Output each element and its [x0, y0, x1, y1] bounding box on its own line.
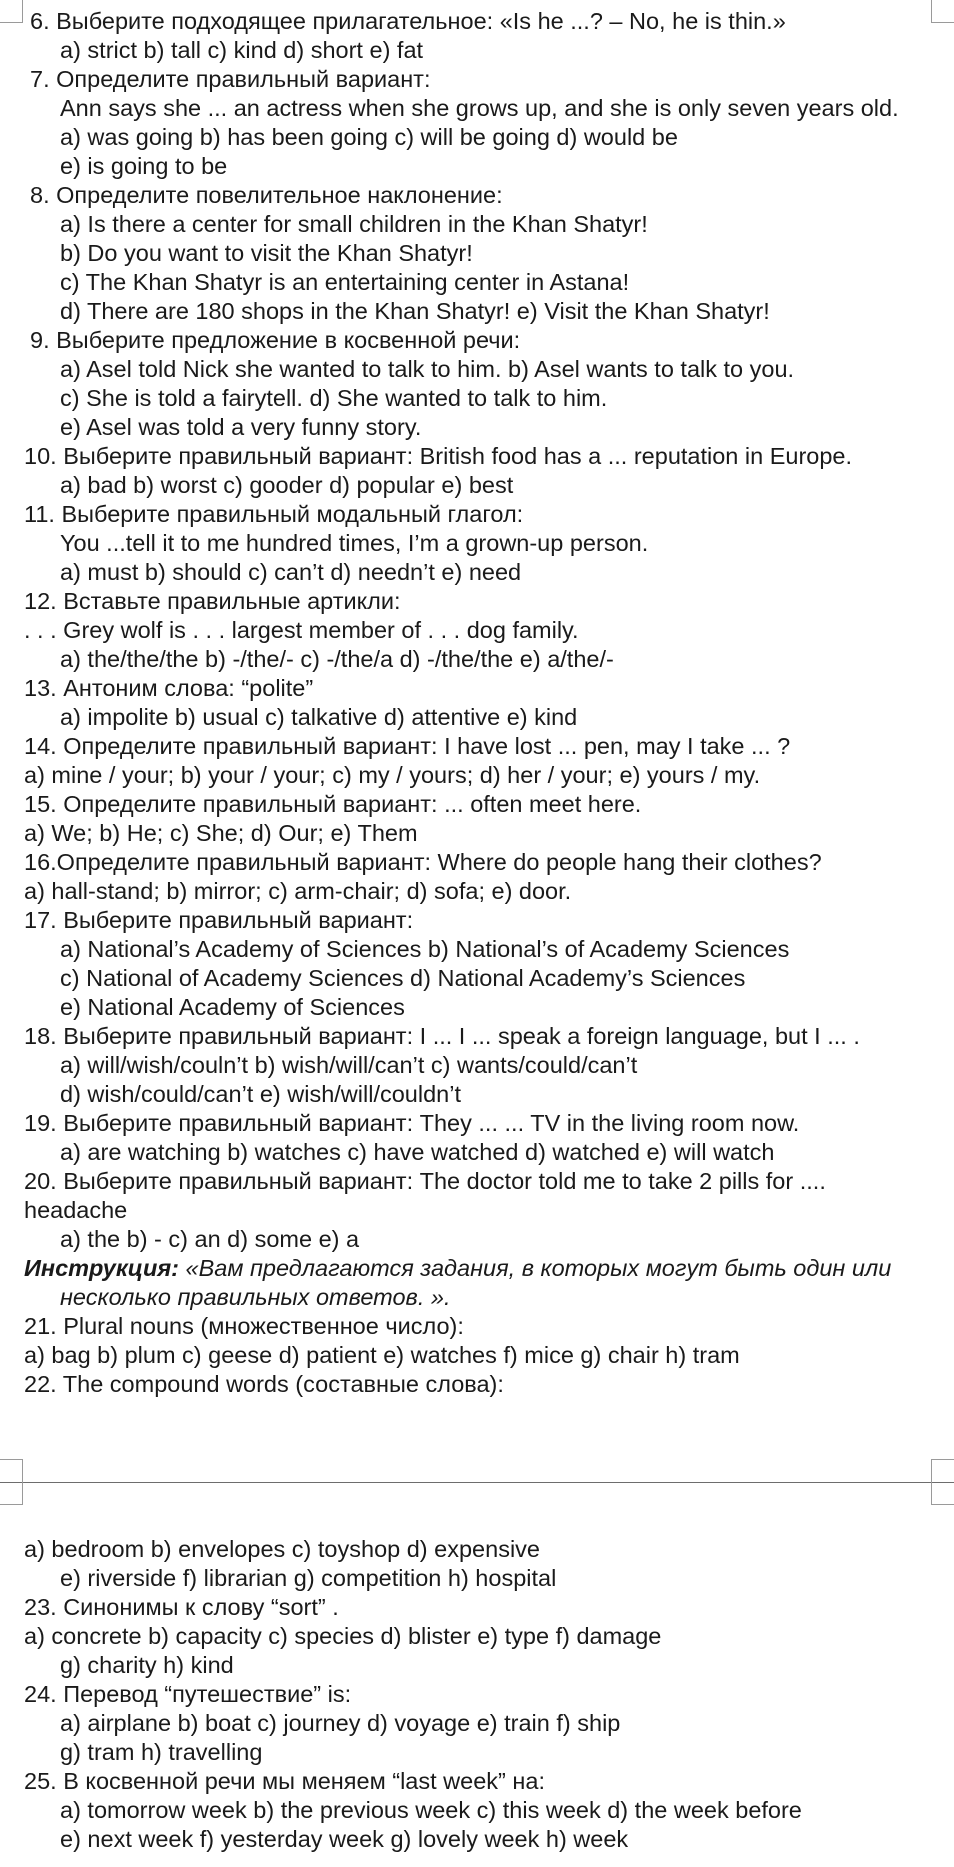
question-11-options: a) must b) should c) can’t d) needn’t e) need [60, 559, 522, 585]
instruction-line [24, 1254, 891, 1283]
question-25-options: e) next week f) yesterday week g) lovely week h) week [60, 1826, 629, 1852]
instruction-text: «Вам предлагаются задания, в которых могут быть один или [179, 1255, 892, 1281]
question-12-options: a) the/the/the b) -/the/- c) -/the/a d) -/the/the e) a/the/- [60, 646, 614, 672]
question-9-option: c) She is told a fairytell. d) She wanted to talk to him. [60, 385, 608, 411]
question-16-options: a) hall-stand; b) mirror; c) arm-chair; d) sofa; e) door. [24, 878, 572, 904]
page-corner-mark [0, 1482, 23, 1505]
question-11: 11. Выберите правильный модальный глагол: [24, 501, 524, 527]
page-corner-mark [0, 0, 23, 23]
page-corner-mark [0, 1459, 23, 1482]
instruction-line-2: несколько правильных ответов. ». [60, 1284, 451, 1310]
question-20-continued: headache [24, 1197, 128, 1223]
question-22: 22. The compound words (составные слова): [24, 1371, 504, 1397]
question-8-option: a) Is there a center for small children in the Khan Shatyr! [60, 211, 648, 237]
question-18: 18. Выберите правильный вариант: I ... I ... speak a foreign language, but I ... . [24, 1023, 860, 1049]
question-7-options: e) is going to be [60, 153, 228, 179]
question-25-options: a) tomorrow week b) the previous week c) this week d) the week before [60, 1797, 802, 1823]
question-7-sentence: Ann says she ... an actress when she grows up, and she is only seven years old. [60, 95, 899, 121]
question-24-options: g) tram h) travelling [60, 1739, 263, 1765]
question-14: 14. Определите правильный вариант: I have lost ... pen, may I take ... ? [24, 733, 791, 759]
question-17-options: a) National’s Academy of Sciences b) National’s of Academy Sciences [60, 936, 790, 962]
question-18-options: a) will/wish/couln’t b) wish/will/can’t c) wants/could/can’t [60, 1052, 638, 1078]
question-13-options: a) impolite b) usual c) talkative d) attentive e) kind [60, 704, 578, 730]
question-15: 15. Определите правильный вариант: ... often meet here. [24, 791, 642, 817]
question-9-option: e) Asel was told a very funny story. [60, 414, 422, 440]
question-6-options: a) strict b) tall c) kind d) short e) fat [60, 37, 424, 63]
question-8: 8. Определите повелительное наклонение: [30, 182, 503, 208]
question-21: 21. Plural nouns (множественное число): [24, 1313, 464, 1339]
question-23-options: g) charity h) kind [60, 1652, 234, 1678]
question-16: 16.Определите правильный вариант: Where do people hang their clothes? [24, 849, 822, 875]
question-22-options: e) riverside f) librarian g) competition h) hospital [60, 1565, 557, 1591]
question-23: 23. Синонимы к слову “sort” . [24, 1594, 339, 1620]
question-25: 25. В косвенной речи мы меняем “last week” на: [24, 1768, 545, 1794]
question-14-options: a) mine / your; b) your / your; c) my / yours; d) her / your; e) yours / my. [24, 762, 761, 788]
question-20: 20. Выберите правильный вариант: The doctor told me to take 2 pills for .... [24, 1168, 826, 1194]
page-corner-mark [931, 1482, 954, 1505]
question-21-options: a) bag b) plum c) geese d) patient e) watches f) mice g) chair h) tram [24, 1342, 740, 1368]
document-page-2 [0, 1482, 954, 1867]
question-7-options: a) was going b) has been going c) will be going d) would be [60, 124, 678, 150]
question-22-options: a) bedroom b) envelopes c) toyshop d) expensive [24, 1536, 540, 1562]
question-24-options: a) airplane b) boat c) journey d) voyage e) train f) ship [60, 1710, 621, 1736]
instruction-heading: Инструкция: [24, 1255, 179, 1281]
question-13: 13. Антоним слова: “polite” [24, 675, 314, 701]
question-11-sentence: You ...tell it to me hundred times, I’m a grown-up person. [60, 530, 649, 556]
question-7: 7. Определите правильный вариант: [30, 66, 431, 92]
question-20-options: a) the b) - c) an d) some e) a [60, 1226, 360, 1252]
question-8-option: c) The Khan Shatyr is an entertaining center in Astana! [60, 269, 630, 295]
question-9: 9. Выберите предложение в косвенной речи: [30, 327, 521, 353]
question-24: 24. Перевод “путешествие” is: [24, 1681, 352, 1707]
question-17: 17. Выберите правильный вариант: [24, 907, 414, 933]
question-8-option: b) Do you want to visit the Khan Shatyr! [60, 240, 473, 266]
question-6: 6. Выберите подходящее прилагательное: «Is he ...? – No, he is thin.» [30, 8, 786, 34]
page-corner-mark [931, 1459, 954, 1482]
question-23-options: a) concrete b) capacity c) species d) blister e) type f) damage [24, 1623, 662, 1649]
question-19: 19. Выберите правильный вариант: They ... ... TV in the living room now. [24, 1110, 800, 1136]
question-19-options: a) are watching b) watches c) have watched d) watched e) will watch [60, 1139, 775, 1165]
question-10-options: a) bad b) worst c) gooder d) popular e) best [60, 472, 514, 498]
question-17-options: c) National of Academy Sciences d) National Academy’s Sciences [60, 965, 746, 991]
question-17-options: e) National Academy of Sciences [60, 994, 405, 1020]
question-12: 12. Вставьте правильные артикли: [24, 588, 401, 614]
question-15-options: a) We; b) He; c) She; d) Our; e) Them [24, 820, 418, 846]
question-8-option: d) There are 180 shops in the Khan Shatyr! e) Visit the Khan Shatyr! [60, 298, 770, 324]
page-corner-mark [931, 0, 954, 23]
question-12-sentence: . . . Grey wolf is . . . largest member of . . . dog family. [24, 617, 579, 643]
question-9-option: a) Asel told Nick she wanted to talk to him. b) Asel wants to talk to you. [60, 356, 795, 382]
question-18-options: d) wish/could/can’t e) wish/will/couldn’t [60, 1081, 461, 1107]
question-10: 10. Выберите правильный вариант: British food has a ... reputation in Europe. [24, 443, 853, 469]
